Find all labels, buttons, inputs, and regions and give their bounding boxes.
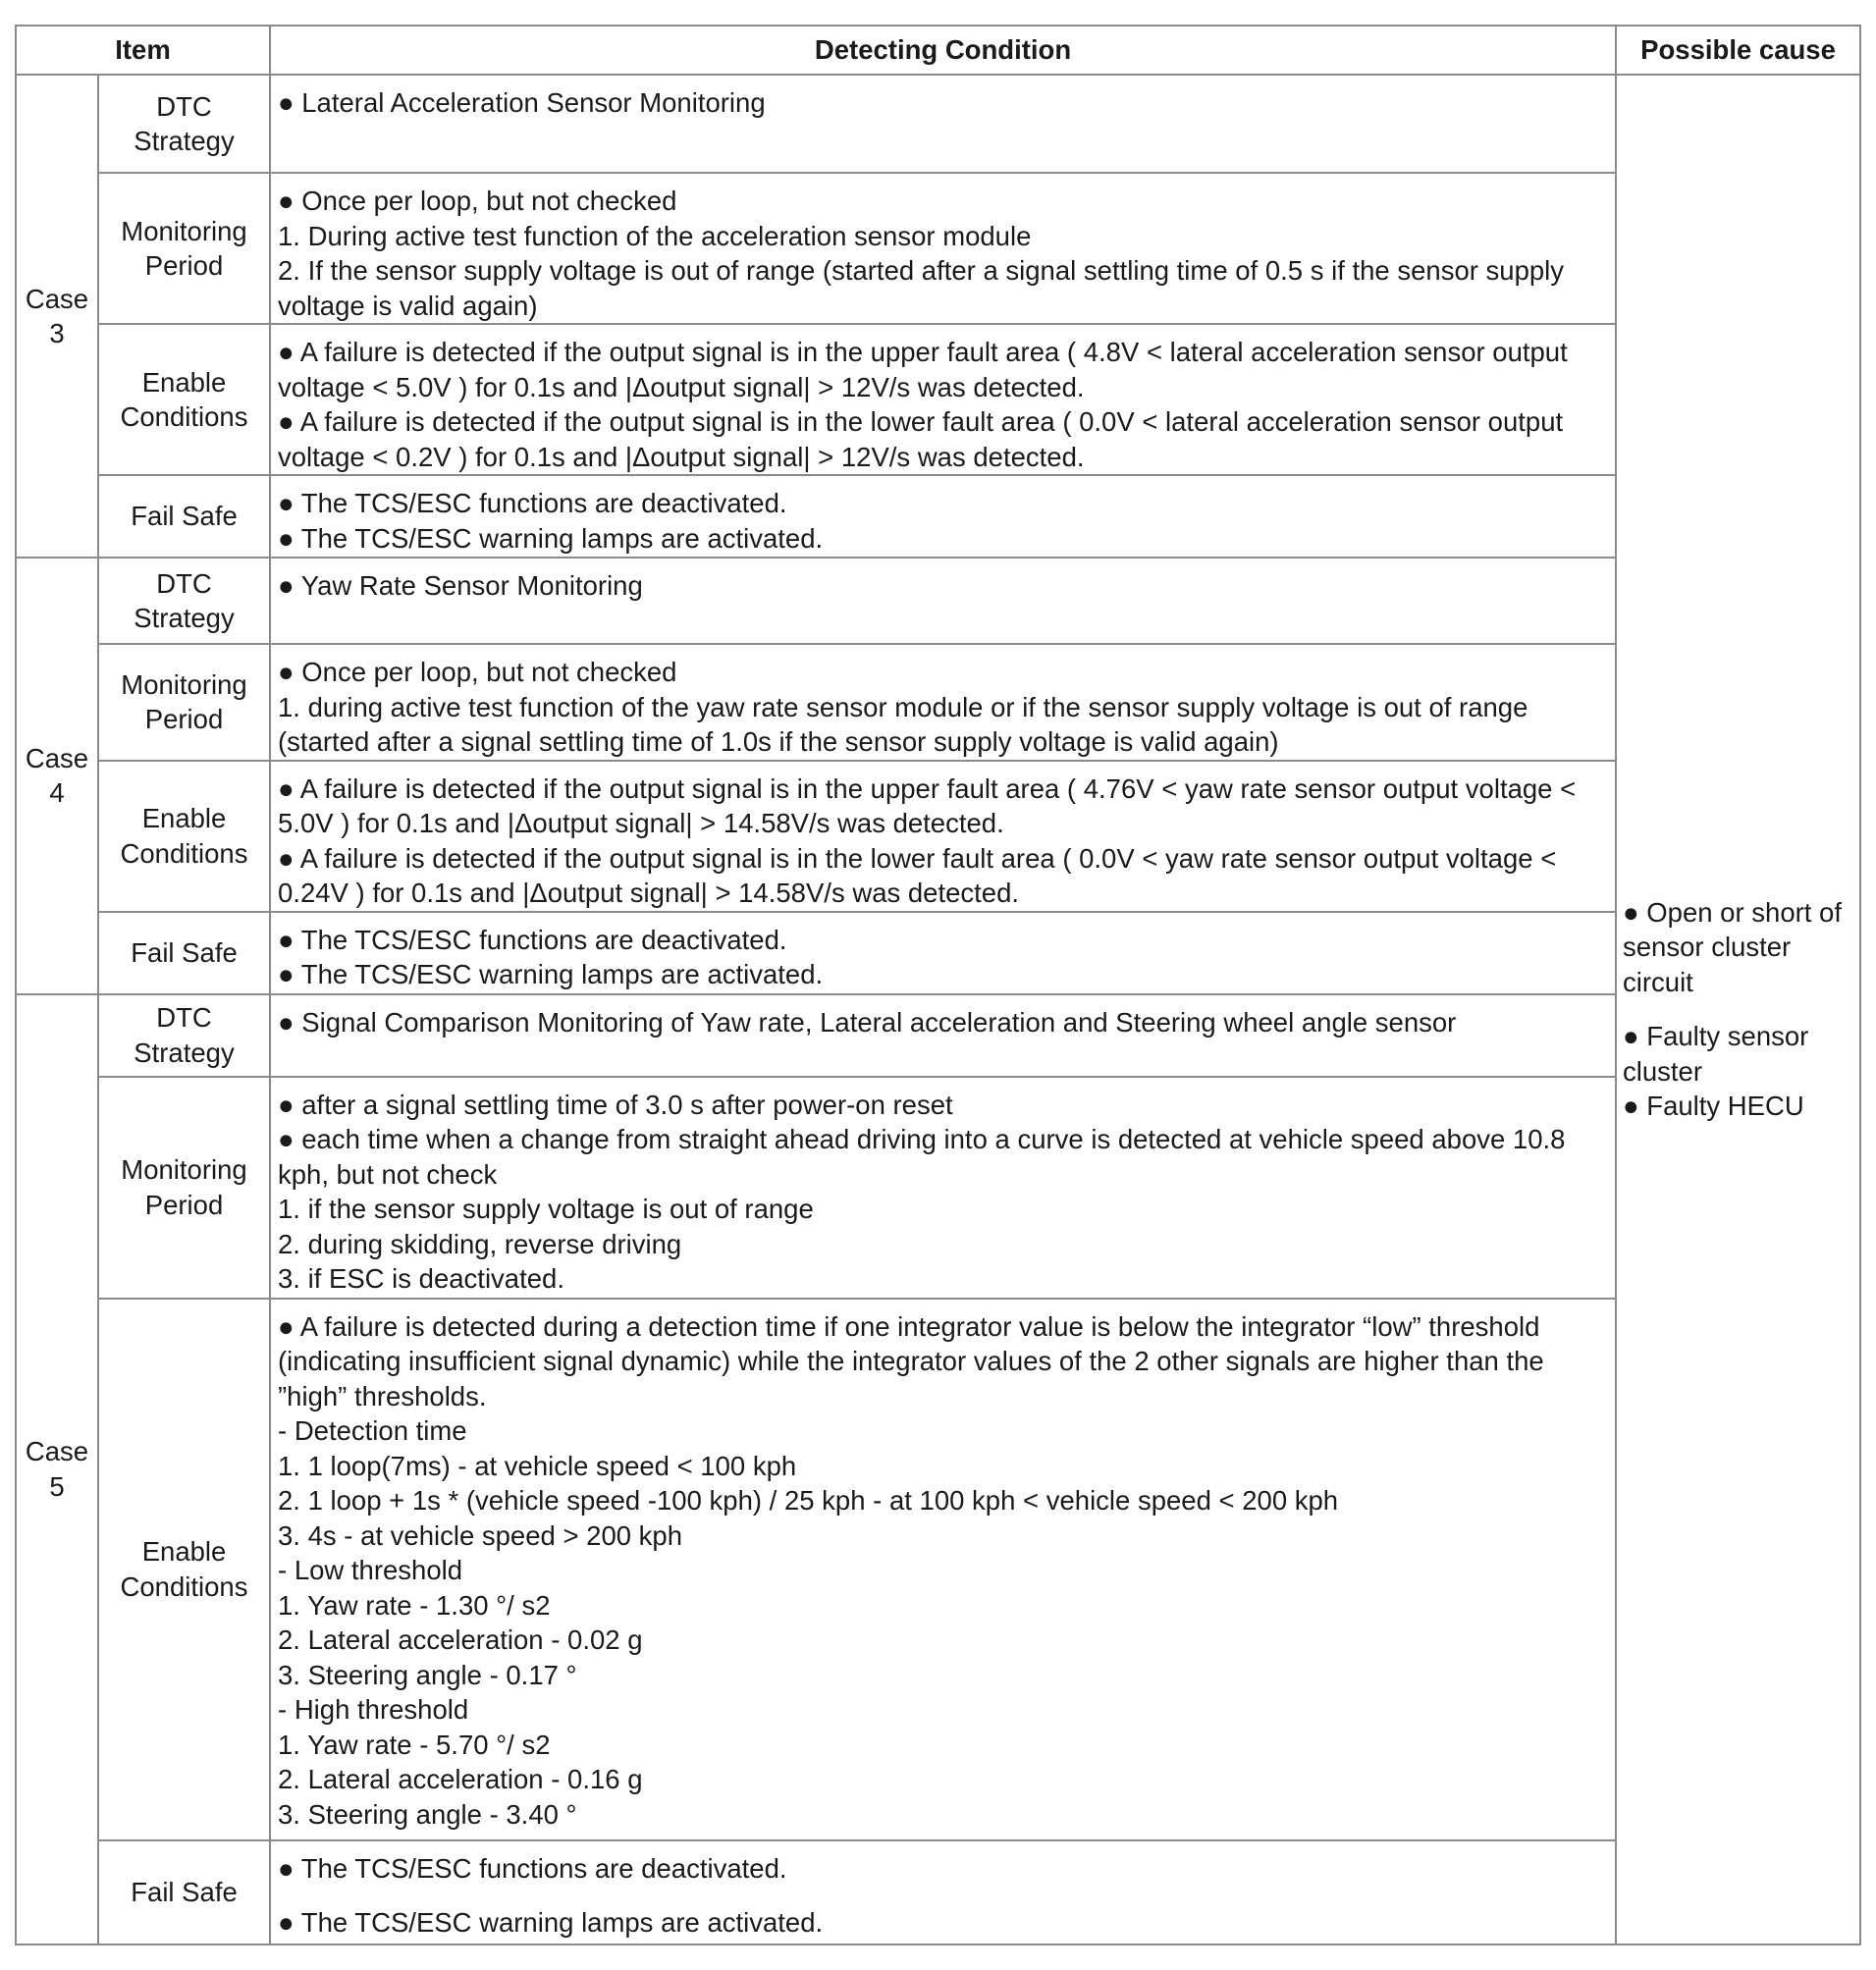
row-label: Monitoring Period <box>98 173 270 324</box>
row-label: Monitoring Period <box>98 644 270 761</box>
row-label: Fail Safe <box>98 475 270 558</box>
table-row <box>16 1840 1860 1944</box>
condition-cell: ● Once per loop, but not checked 1. During active test function of the acceleration sensor module 2. If the sensor supply voltage is out of range (started after a signal settling time of 0.5 s if the sensor supply voltage is valid again) <box>270 173 1616 324</box>
row-label: DTC Strategy <box>98 558 270 644</box>
condition-cell: ● The TCS/ESC functions are deactivated. ● The TCS/ESC warning lamps are activated. <box>270 1840 1616 1944</box>
header-item: Item <box>16 26 270 75</box>
condition-cell: ● The TCS/ESC functions are deactivated. ● The TCS/ESC warning lamps are activated. <box>270 475 1616 558</box>
possible-cause-cell: ● Open or short of sensor cluster circuit ● Faulty sensor cluster ● Faulty HECU <box>1616 75 1860 1944</box>
header-possible-cause: Possible cause <box>1616 26 1860 75</box>
row-label: DTC Strategy <box>98 994 270 1077</box>
case-label: Case 3 <box>16 75 98 558</box>
row-label: Fail Safe <box>98 1840 270 1944</box>
table-row <box>16 1299 1860 1840</box>
table-row <box>16 994 1860 1077</box>
row-label: Enable Conditions <box>98 761 270 912</box>
condition-cell: ● after a signal settling time of 3.0 s after power-on reset ● each time when a change from straight ahead driving into a curve is detected at vehicle speed above 10.8 kph, but not check 1. if the sensor supply voltage is out of range 2. during skidding, reverse driving 3. if ESC is deactivated. <box>270 1077 1616 1299</box>
table-row <box>16 324 1860 475</box>
table-row <box>16 761 1860 912</box>
dtc-table <box>15 25 1861 1945</box>
row-label: Monitoring Period <box>98 1077 270 1299</box>
table-row <box>16 75 1860 173</box>
condition-cell: ● The TCS/ESC functions are deactivated. ● The TCS/ESC warning lamps are activated. <box>270 912 1616 994</box>
condition-cell: ● Yaw Rate Sensor Monitoring <box>270 558 1616 644</box>
table-row <box>16 644 1860 761</box>
row-label: DTC Strategy <box>98 75 270 173</box>
row-label: Fail Safe <box>98 912 270 994</box>
condition-cell: ● Lateral Acceleration Sensor Monitoring <box>270 75 1616 173</box>
condition-cell: ● A failure is detected if the output signal is in the upper fault area ( 4.8V < lateral acceleration sensor output voltage < 5.0V ) for 0.1s and |Δoutput signal| > 12V/s was detected. ● A failure is detected if the output signal is in the lower fault area ( 0.0V < lateral acceleration sensor output voltage < 0.2V ) for 0.1s and |Δoutput signal| > 12V/s was detected. <box>270 324 1616 475</box>
condition-cell: ● Signal Comparison Monitoring of Yaw rate, Lateral acceleration and Steering wheel angle sensor <box>270 994 1616 1077</box>
condition-cell: ● A failure is detected if the output signal is in the upper fault area ( 4.76V < yaw rate sensor output voltage < 5.0V ) for 0.1s and |Δoutput signal| > 14.58V/s was detected. ● A failure is detected if the output signal is in the lower fault area ( 0.0V < yaw rate sensor output voltage < 0.24V ) for 0.1s and |Δoutput signal| > 14.58V/s was detected. <box>270 761 1616 912</box>
row-label: Enable Conditions <box>98 1299 270 1840</box>
case-label: Case 5 <box>16 994 98 1944</box>
table-row <box>16 912 1860 994</box>
table-row <box>16 558 1860 644</box>
row-label: Enable Conditions <box>98 324 270 475</box>
header-row <box>16 26 1860 75</box>
condition-cell: ● Once per loop, but not checked 1. during active test function of the yaw rate sensor module or if the sensor supply voltage is out of range (started after a signal settling time of 1.0s if the sensor supply voltage is valid again) <box>270 644 1616 761</box>
table-row <box>16 1077 1860 1299</box>
table-row <box>16 173 1860 324</box>
condition-cell: ● A failure is detected during a detection time if one integrator value is below the integrator “low” threshold (indicating insufficient signal dynamic) while the integrator values of the 2 other signals are higher than the ”high” thresholds. - Detection time 1. 1 loop(7ms) - at vehicle speed < 100 kph 2. 1 loop + 1s * (vehicle speed -100 kph) / 25 kph - at 100 kph < vehicle speed < 200 kph 3. 4s - at vehicle speed > 200 kph - Low threshold 1. Yaw rate - 1.30 °/ s2 2. Lateral acceleration - 0.02 g 3. Steering angle - 0.17 ° - High threshold 1. Yaw rate - 5.70 °/ s2 2. Lateral acceleration - 0.16 g 3. Steering angle - 3.40 ° <box>270 1299 1616 1840</box>
header-detecting-condition: Detecting Condition <box>270 26 1616 75</box>
case-label: Case 4 <box>16 558 98 994</box>
table-row <box>16 475 1860 558</box>
